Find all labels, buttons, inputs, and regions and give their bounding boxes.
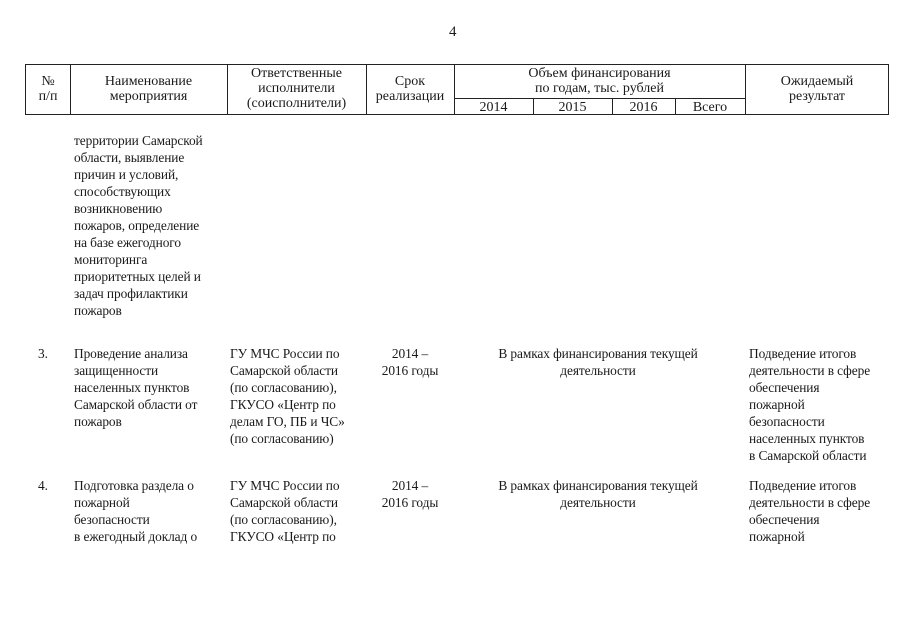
row-4-name: Подготовка раздела о пожарной безопасности в ежегодный доклад о xyxy=(74,478,198,544)
row-3-result: Подведение итогов деятельности в сфере обеспечения пожарной безопасности населенных пунктов в Самарской области xyxy=(749,346,871,463)
header-name: Наименование мероприятия xyxy=(104,74,193,104)
row-3-responsible: ГУ МЧС России по Самарской области (по согласованию), ГКУСО «Центр по делам ГО, ПБ и ЧС» (по согласованию) xyxy=(230,346,345,446)
header-responsible: Ответственные исполнители (соисполнители) xyxy=(246,66,347,111)
table-header xyxy=(25,64,889,115)
header-term: Срок реализации xyxy=(375,74,445,104)
header-year-2014: 2014 xyxy=(479,100,508,115)
row-continued-name: территории Самарской области, выявление причин и условий, способствующих возникновению пожаров, определение на базе ежегодного мониторинга приоритетных целей и задач профилактики пожаров xyxy=(74,133,203,318)
row-3-name: Проведение анализа защищенности населенных пунктов Самарской области от пожаров xyxy=(74,346,198,429)
row-4-funding: В рамках финансирования текущей деятельности xyxy=(498,478,698,510)
header-num: № п/п xyxy=(38,74,58,104)
row-3-num: 3. xyxy=(38,346,48,361)
row-4-responsible: ГУ МЧС России по Самарской области (по согласованию), ГКУСО «Центр по xyxy=(230,478,340,544)
row-4-term: 2014 – 2016 годы xyxy=(381,478,439,510)
row-3-funding: В рамках финансирования текущей деятельности xyxy=(498,346,698,378)
page-number: 4 xyxy=(449,24,457,40)
row-4-num: 4. xyxy=(38,478,48,493)
row-3-term: 2014 – 2016 годы xyxy=(381,346,439,378)
header-funding: Объем финансирования по годам, тыс. рублей xyxy=(528,66,671,96)
row-4-result: Подведение итогов деятельности в сфере обеспечения пожарной xyxy=(749,478,871,544)
header-year-2016: 2016 xyxy=(629,100,658,115)
funding-divider xyxy=(454,98,745,99)
header-year-2015: 2015 xyxy=(558,100,587,115)
header-total: Всего xyxy=(692,100,728,115)
header-result: Ожидаемый результат xyxy=(780,74,854,104)
